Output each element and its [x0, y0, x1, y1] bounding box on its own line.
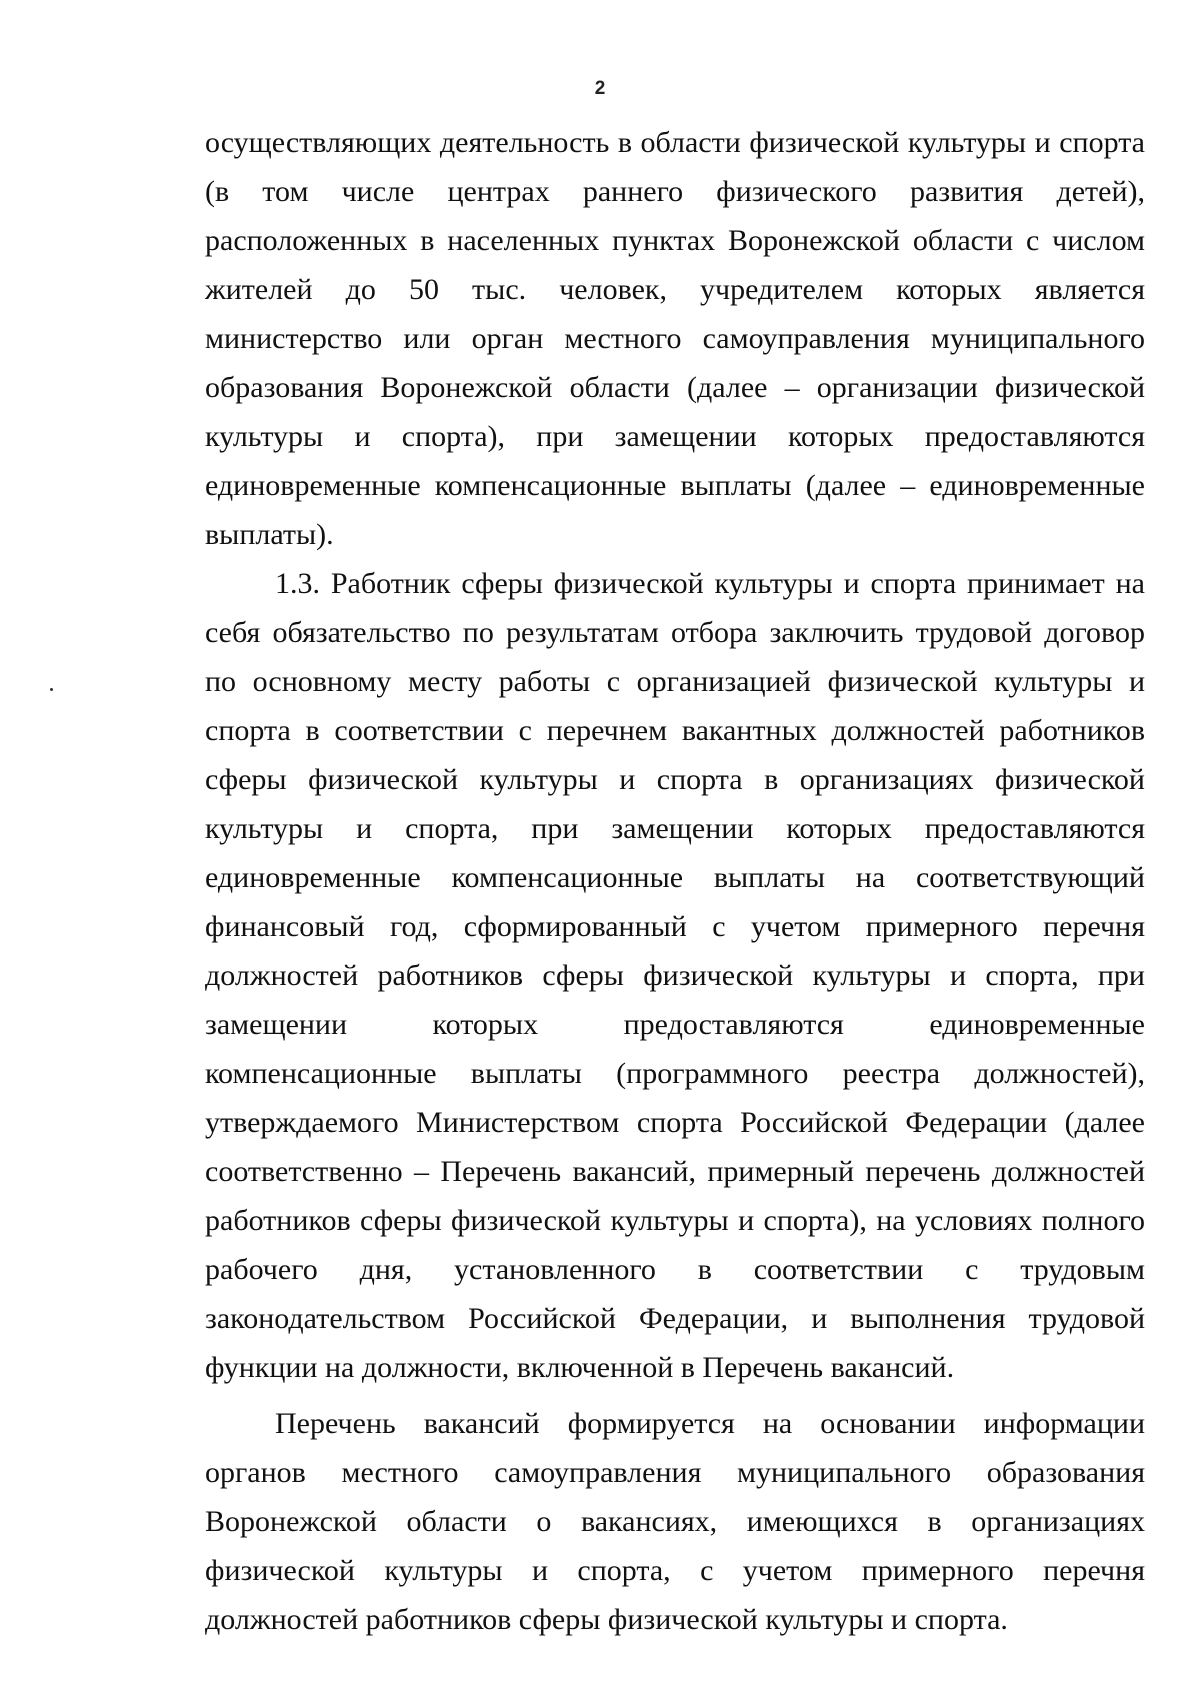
paragraph-1-3: 1.3. Работник сферы физической культуры и спорта принимает на себя обязательство по результатам отбора заключить трудовой договор по основному месту работы с организацией физической культуры и спорта в соответствии с перечнем вакантных должностей работников сферы физической культуры и спорта в организациях физической культуры и спорта, при замещении которых предоставляются единовременные компенсационные выплаты на соответствующий финансовый год, сформированный с учетом примерного перечня должностей работников сферы физической культуры и спорта, при замещении которых предоставляются единовременные компенсационные выплаты (программного реестра должностей), утверждаемого Министерством спорта Российской Федерации (далее соответственно – Перечень вакансий, примерный перечень должностей работников сферы физической культуры и спорта), на условиях полного рабочего дня, установленного в соответствии с трудовым законодательством Российской Федерации, и выполнения трудовой функции на должности, включенной в Перечень вакансий.	[205, 567, 1145, 1384]
scan-dot-mark	[50, 688, 53, 691]
page-number: 2	[594, 78, 606, 99]
paragraph-vacancy-list: Перечень вакансий формируется на основании информации органов местного самоуправления муниципального образования Воронежской области о вакансиях, имеющихся в организациях физической культуры и спорта, с учетом примерного перечня должностей работников сферы физической культуры и спорта.	[205, 1407, 1145, 1636]
document-body	[205, 118, 1145, 1644]
paragraph-continuation: осуществляющих деятельность в области физической культуры и спорта (в том числе центрах раннего физического развития детей), расположенных в населенных пунктах Воронежской области с числом жителей до 50 тыс. человек, учредителем которых является министерство или орган местного самоуправления муниципального образования Воронежской области (далее – организации физической культуры и спорта), при замещении которых предоставляются единовременные компенсационные выплаты (далее – единовременные выплаты).	[205, 126, 1145, 551]
